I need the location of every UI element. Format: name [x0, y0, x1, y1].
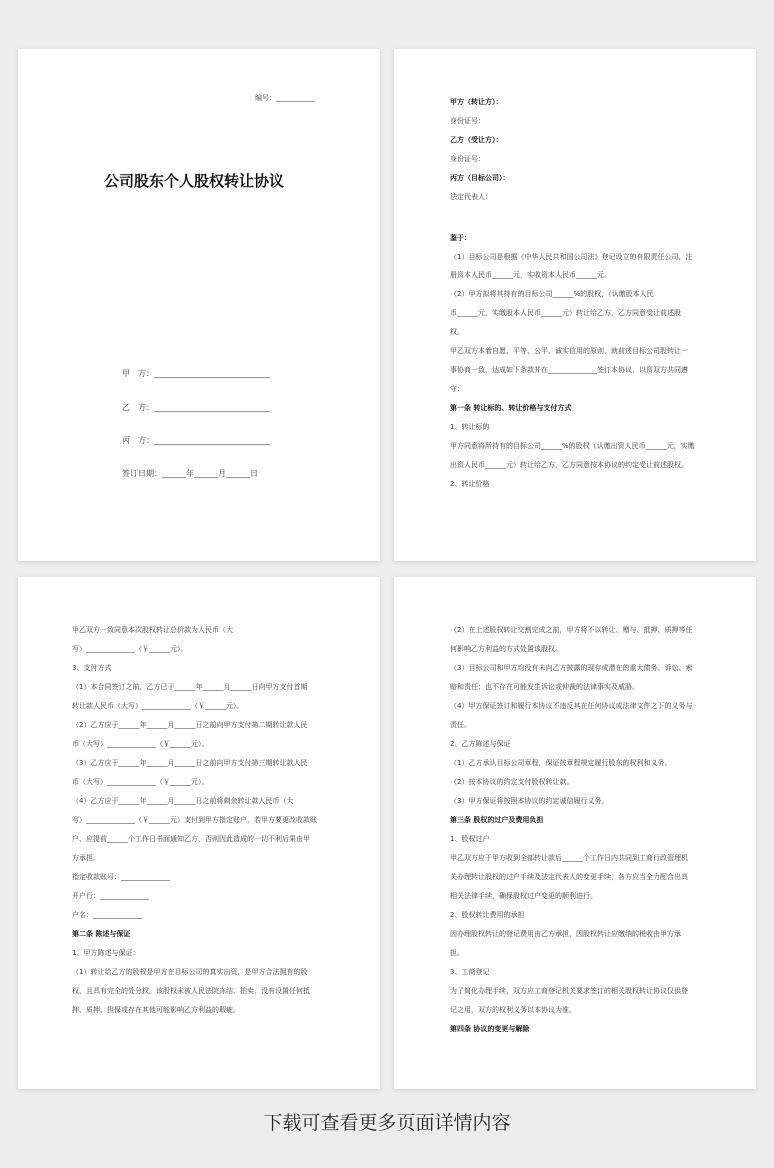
page-line: 记之用，双方的权利义务以本协议为准。 — [450, 1006, 576, 1014]
page-line: 币（大写）______________（￥______元）。 — [72, 740, 209, 748]
page-line: 身份证号： — [450, 155, 485, 163]
party-b-line: 乙 方：_____________________________ — [122, 403, 270, 412]
document-page-cover — [18, 49, 380, 561]
page-line: （4）乙方应于______年______月______日之前将剩余转让款人民币（大 — [72, 797, 294, 805]
page-line: 2、股权转让费用的承担 — [450, 911, 525, 919]
page-line: 方承担。 — [72, 854, 100, 862]
page-line: 法定代表人： — [450, 193, 492, 201]
page-line: （1）本合同签订之前，乙方已于______年______月______日向甲方支付首期 — [72, 683, 308, 691]
page-line: 写）______________（￥______元）支付到甲方指定账户，若甲方要更改收款账 — [72, 816, 317, 824]
page-line: 责任。 — [450, 721, 471, 729]
page-line: 转让款人民币（大写）______________（￥______元）。 — [72, 702, 244, 710]
page-line: 押、质押、担保或存在其他可能影响乙方利益的瑕疵。 — [72, 1006, 240, 1014]
page-line: 担。 — [450, 949, 464, 957]
page-line: 写）______________（￥______元）。 — [72, 645, 188, 653]
page-line: 2、转让价格 — [450, 480, 490, 488]
page-line: 关办理转让股权的过户手续及法定代表人的变更手续，各方应当全力配合出具 — [450, 873, 688, 881]
page-line: 甲方（转让方）： — [450, 98, 503, 106]
page-line: （1）转让给乙方的股权是甲方在目标公司的真实出资，是甲方合法拥有的股 — [72, 968, 308, 976]
page-line: 开户行：______________ — [72, 892, 149, 900]
page-line: （2）乙方应于______年______月______日之前向甲方支付第二期转让款人民 — [72, 721, 308, 729]
page-line: （3）甲方保证将按照本协议的约定诚信履行义务。 — [450, 797, 609, 805]
page-line: 币（大写）______________（￥______元）。 — [72, 778, 209, 786]
page-line: 权。 — [450, 328, 464, 336]
page-line: 指定收款账号：______________ — [72, 873, 170, 881]
sign-date-line: 签订日期：______年______月______日 — [122, 469, 258, 478]
page-line: 2、乙方陈述与保证 — [450, 740, 511, 748]
section-heading: 第四条 协议的变更与解除 — [450, 1025, 530, 1033]
page-line: （2）在上述股权转让交割完成之前，甲方将不以转让、赠与、抵押、质押等任 — [450, 626, 693, 634]
document-page-2 — [394, 49, 756, 561]
page-line: 何影响乙方利益的方式处置该股权。 — [450, 645, 562, 653]
section-heading: 第三条 股权的过户及费用负担 — [450, 816, 544, 824]
page-line: 出资人民币______元）转让给乙方，乙方同意按本协议的约定受让前述股权。 — [450, 461, 688, 469]
page-line: 乙方（受让方）： — [450, 136, 503, 144]
page-line: 册资本人民币______元，实收资本人民币______元。 — [450, 271, 611, 279]
document-title: 公司股东个人股权转让协议 — [104, 172, 285, 190]
page-line: 身份证号： — [450, 117, 485, 125]
section-heading: 第二条 陈述与保证 — [72, 930, 131, 938]
page-line: 为了简化办理手续，双方应工商登记机关要求签订的相关股权转让协议仅供登 — [450, 987, 688, 995]
page-line: 户、应提前______个工作日书面通知乙方，否则因此造成的一切不利后果由甲 — [72, 835, 310, 843]
page-line: 权，且具有完全的处分权。该股权未被人民法院冻结、拍卖，没有设置任何抵 — [72, 987, 310, 995]
download-more-caption: 下载可查看更多页面详情内容 — [263, 1112, 511, 1134]
page-line: 3、支付方式 — [72, 664, 112, 672]
page-line: 守： — [450, 385, 464, 393]
page-line: 相关法律手续，确保股权过户变更的顺利进行。 — [450, 892, 597, 900]
party-a-line: 甲 方：_____________________________ — [122, 369, 270, 378]
page-line: 1、转让标的 — [450, 423, 490, 431]
page-line: 赔和责任；也不存在可能发生诉讼或仲裁的法律事实及威胁。 — [450, 683, 639, 691]
page-line: 甲乙双方应于甲方收到全部转让款后______个工作日内共同到工商行政管理机 — [450, 854, 688, 862]
page-line: 户名：______________ — [72, 911, 142, 919]
page-line: （1）乙方承认目标公司章程，保证按章程规定履行股东的权利和义务。 — [450, 759, 672, 767]
page-line: （1）目标公司是根据《中华人民共和国公司法》登记设立的有限责任公司，注 — [450, 253, 693, 261]
page-line: （2）按本协议的约定支付股权转让款。 — [450, 778, 574, 786]
page-line: 1、股权过户 — [450, 835, 490, 843]
document-page-3 — [18, 577, 380, 1089]
page-line: （4）甲方保证签订和履行本协议不违反其在任何协议或法律文件之下的义务与 — [450, 702, 693, 710]
party-c-line: 丙 方：_____________________________ — [122, 436, 270, 445]
page-line: （2）甲方拟将其持有的目标公司______%的股权，（认缴股本人民 — [450, 290, 654, 298]
page-line: 丙方（目标公司）： — [450, 174, 510, 182]
page-line: 鉴于： — [450, 234, 471, 242]
page-line: （3）乙方应于______年______月______日之前向甲方支付第三期转让款人民 — [72, 759, 308, 767]
page-line: 甲方同意将所持有的目标公司______%的股权（认缴出资人民币______元，实缴 — [450, 442, 695, 450]
page-line: 甲乙双方一致同意本次股权转让总价款为人民币（大 — [72, 626, 233, 634]
page-line: 事协商一致，达成如下条款并在______________签订本协议，以资双方共同遵 — [450, 366, 688, 374]
page-line: 因办理股权转让的登记费用由乙方承担，因股权转让应缴纳的税收由甲方承 — [450, 930, 681, 938]
page-line: 币______元，实缴股本人民币______元）转让给乙方，乙方同意受让前述股 — [450, 309, 681, 317]
section-heading: 第一条 转让标的、转让价格与支付方式 — [450, 404, 572, 412]
page-line: 甲乙双方本着自愿、平等、公平、诚实信用的原则，就前述目标公司股转让一 — [450, 347, 688, 355]
page-line: 1、甲方陈述与保证： — [72, 949, 140, 957]
contract-number-label: 编号：___________ — [255, 94, 315, 102]
page-line: 3、工商登记 — [450, 968, 490, 976]
page-line: （3）目标公司和甲方均没有未向乙方披露的现存或潜在的重大债务、诉讼、索 — [450, 664, 693, 672]
document-page-4 — [394, 577, 756, 1089]
